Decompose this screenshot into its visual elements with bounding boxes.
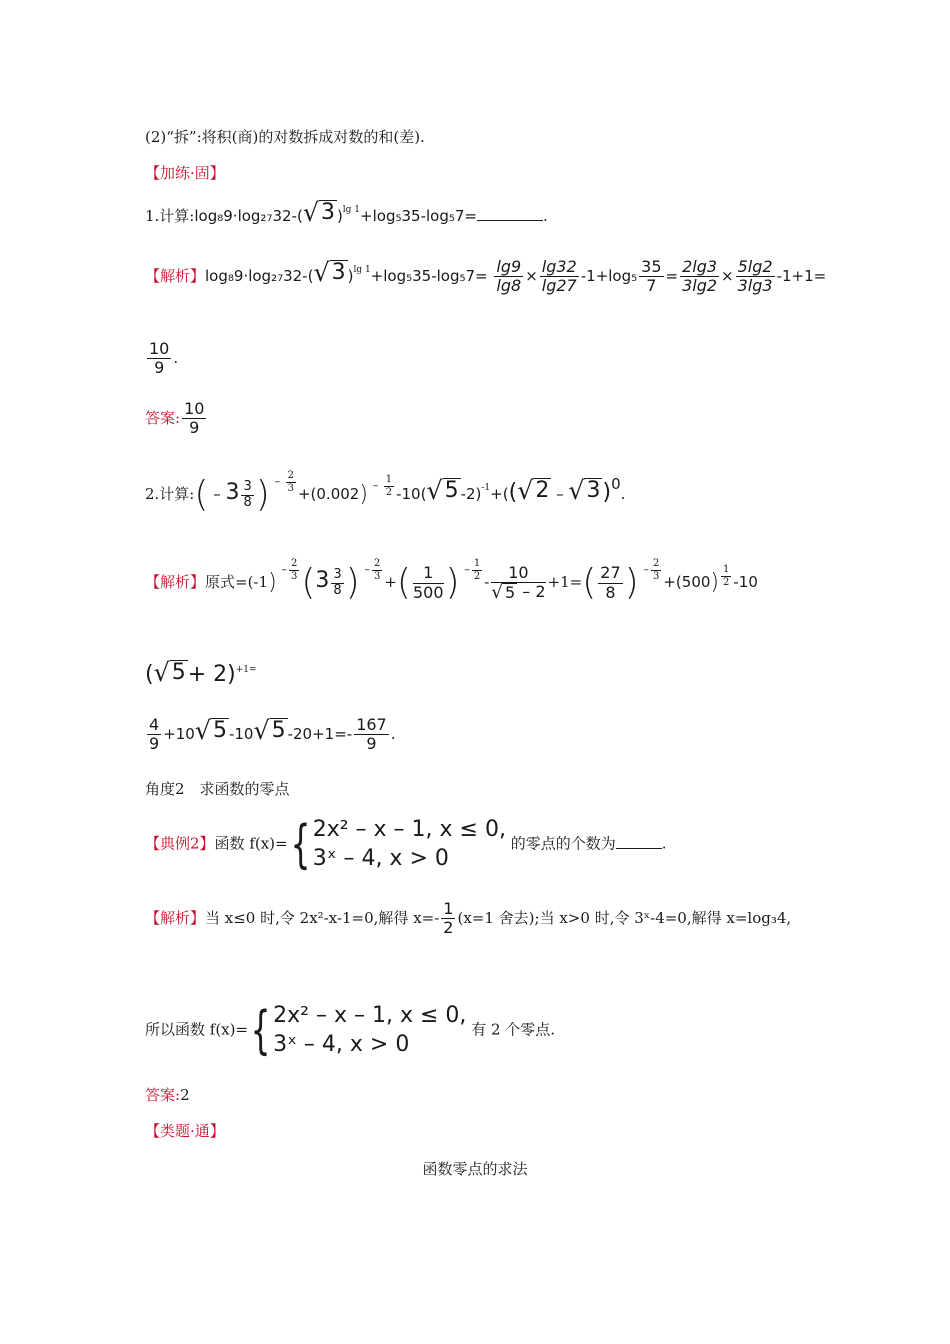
question-1: 1.计算:log₈9·log₂₇32-( √ 3 )$^{lg 1}$+log₅35-log₅7= . [145, 198, 548, 227]
solution-2: 【解析】原式=(-1) $^{- \frac{2}{3}}$ (3 $\frac{3}{8}$ ) $^{- \frac{2}{3}}$ +( $\frac{1}{500}$ ) $^{- \frac{1}{2}}$ - 10 √ 5 – 2 +1=( $\frac{27}{8}$ ) $^{- \frac{2}{3}}$ +(500) $^{\frac{1}{2}}$ -10 [145, 558, 758, 603]
sqrt-3: √ 3 [302, 198, 335, 227]
frac-lg32-lg27: $\frac{\lg 32}{\lg 27}$ [541, 257, 577, 296]
solution-4: 所以函数 f(x)={ 2x² – x – 1, x ≤ 0, 3ˣ – 4, x > 0 有 2 个零点. [145, 1000, 556, 1061]
solution-2-line2: ( √ 5 + 2)$^{+1=}$ [145, 658, 257, 687]
section-heading: 函数零点的求法 [422, 1160, 528, 1178]
tag-leiti: 【类题·通】 [145, 1122, 225, 1140]
intro-text: (2)“拆”:将积(商)的对数拆成对数的和(差). [145, 128, 425, 146]
solution-1-result: $\frac{10}{9}$ . [149, 339, 179, 378]
solution-2-line3: $\frac{4}{9}$ +10 √ 5 -10 √ 5 -20+1=- $\frac{167}{9}$ . [149, 715, 396, 754]
answer-1: 答案: $\frac{10}{9}$ [145, 399, 205, 438]
q1-prefix: 1.计算: [145, 207, 195, 225]
section-angle-2: 角度2 求函数的零点 [145, 780, 290, 798]
solution-3: 【解析】当 x≤0 时,令 2x²-x-1=0,解得 x=- $\frac{1}{2}$ (x=1 舍去);当 x>0 时,令 3ˣ-4=0,解得 x=log₃4, [145, 899, 792, 938]
question-2: 2.计算:( – 3 $\frac{3}{8}$ ) $^{- \frac{2}{3}}$ +(0.002) $^{- \frac{1}{2}}$ -10( √ 5 -2)$^{-1}$+(( √ 2 – √ 3 )0. [145, 470, 626, 515]
example-2: 【典例2】函数 f(x)={ 2x² – x – 1, x ≤ 0, 3ˣ – 4, x > 0 的零点的个数为 . [145, 814, 667, 875]
frac-lg9-lg8: $\frac{\lg 9}{\lg 8}$ [496, 257, 522, 296]
solution-1: 【解析】log₈9·log₂₇32-( √ 3 )$^{lg 1}$+log₅35-log₅7= $\frac{\lg 9}{\lg 8}$ × $\frac{\lg 32}{\lg 27}$ -1+log₅ $\frac{35}{7}$ = $\frac{2\lg 3}{3\lg 2}$ × $\frac{5\lg 2}{3\lg 3}$ -1+1= [145, 257, 827, 296]
answer-blank [477, 220, 543, 221]
answer-2: 答案:2 [145, 1086, 190, 1104]
tag-jialian: 【加练·固】 [145, 164, 225, 182]
